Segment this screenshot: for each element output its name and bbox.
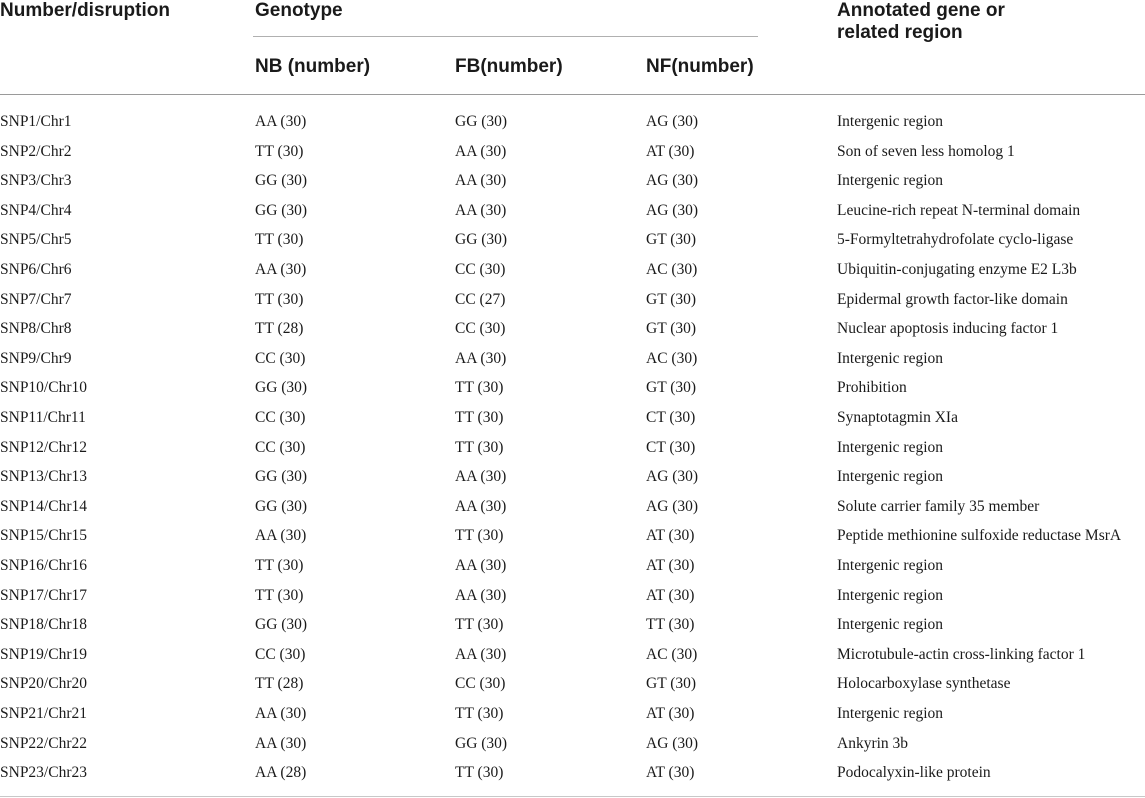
snp-id-cell: SNP23/Chr23 — [0, 764, 87, 782]
annotation-cell: Nuclear apoptosis inducing factor 1 — [837, 320, 1059, 338]
table-row — [0, 171, 1145, 201]
nf-genotype-cell: AG (30) — [646, 172, 699, 190]
fb-genotype-cell: AA (30) — [455, 586, 507, 604]
annotation-cell: Holocarboxylase synthetase — [837, 675, 1011, 693]
annotation-cell: Solute carrier family 35 member — [837, 497, 1040, 515]
annotation-cell: Prohibition — [837, 379, 907, 397]
header-annotated-gene-line1: Annotated gene or — [837, 0, 1005, 21]
nf-genotype-cell: GT (30) — [646, 320, 697, 338]
nf-genotype-cell: AG (30) — [646, 497, 699, 515]
fb-genotype-cell: CC (30) — [455, 320, 506, 338]
snp-id-cell: SNP15/Chr15 — [0, 527, 87, 545]
fb-genotype-cell: TT (30) — [455, 705, 504, 722]
annotation-cell: Intergenic region — [837, 349, 944, 367]
annotation-cell: Intergenic region — [837, 438, 944, 456]
fb-genotype-cell: GG (30) — [455, 231, 508, 249]
annotation-cell: Microtubule-actin cross-linking factor 1 — [837, 645, 1086, 663]
snp-id-cell: SNP3/Chr3 — [0, 172, 72, 190]
fb-genotype-cell: AA (30) — [455, 645, 507, 663]
snp-id-cell: SNP10/Chr10 — [0, 379, 87, 397]
nb-genotype-cell: TT (30) — [255, 231, 304, 249]
nf-genotype-cell: GT (30) — [646, 675, 697, 693]
nf-genotype-cell: AT (30) — [646, 764, 695, 782]
nf-genotype-cell: GT (30) — [646, 379, 697, 397]
table-row — [0, 349, 1145, 379]
nf-genotype-cell: AG (30) — [646, 201, 699, 219]
snp-id-cell: SNP13/Chr13 — [0, 468, 87, 486]
nb-genotype-cell: TT (30) — [255, 142, 304, 160]
table-row — [0, 586, 1145, 616]
nb-genotype-cell: AA (30) — [255, 261, 307, 278]
nf-genotype-cell: AG (30) — [646, 113, 699, 130]
fb-genotype-cell: GG (30) — [455, 113, 508, 130]
table-row — [0, 497, 1145, 527]
nf-genotype-cell: AC (30) — [646, 349, 698, 367]
snp-id-cell: SNP16/Chr16 — [0, 557, 87, 574]
fb-genotype-cell: AA (30) — [455, 172, 507, 190]
fb-genotype-cell: CC (27) — [455, 290, 506, 308]
snp-id-cell: SNP4/Chr4 — [0, 201, 72, 219]
nf-genotype-cell: CT (30) — [646, 409, 696, 426]
annotation-cell: 5-Formyltetrahydrofolate cyclo-ligase — [837, 231, 1074, 249]
snp-id-cell: SNP19/Chr19 — [0, 645, 87, 663]
annotation-cell: Intergenic region — [837, 468, 944, 486]
nb-genotype-cell: TT (30) — [255, 290, 304, 308]
header-bottom-rule — [0, 94, 1145, 95]
table-row — [0, 674, 1145, 704]
annotation-cell: Intergenic region — [837, 616, 944, 634]
annotation-cell: Epidermal growth factor-like domain — [837, 290, 1068, 308]
nb-genotype-cell: CC (30) — [255, 349, 306, 367]
nf-genotype-cell: AT (30) — [646, 527, 695, 545]
annotation-cell: Intergenic region — [837, 113, 944, 130]
fb-genotype-cell: TT (30) — [455, 764, 504, 782]
nb-genotype-cell: CC (30) — [255, 438, 306, 456]
nf-genotype-cell: GT (30) — [646, 290, 697, 308]
table-row — [0, 112, 1145, 142]
nf-genotype-cell: AC (30) — [646, 645, 698, 663]
nb-genotype-cell: CC (30) — [255, 645, 306, 663]
annotation-cell: Son of seven less homolog 1 — [837, 142, 1015, 160]
snp-id-cell: SNP18/Chr18 — [0, 616, 87, 634]
nb-genotype-cell: AA (30) — [255, 705, 307, 722]
snp-id-cell: SNP12/Chr12 — [0, 438, 87, 456]
nf-genotype-cell: AT (30) — [646, 705, 695, 722]
fb-genotype-cell: TT (30) — [455, 527, 504, 545]
nf-genotype-cell: TT (30) — [646, 616, 695, 634]
table-row — [0, 467, 1145, 497]
fb-genotype-cell: TT (30) — [455, 616, 504, 634]
fb-genotype-cell: TT (30) — [455, 438, 504, 456]
snp-id-cell: SNP14/Chr14 — [0, 497, 87, 515]
nf-genotype-cell: AT (30) — [646, 586, 695, 604]
fb-genotype-cell: AA (30) — [455, 468, 507, 486]
annotation-cell: Intergenic region — [837, 586, 944, 604]
header-genotype: Genotype — [255, 0, 343, 21]
fb-genotype-cell: AA (30) — [455, 142, 507, 160]
nb-genotype-cell: GG (30) — [255, 616, 308, 634]
nf-genotype-cell: AT (30) — [646, 557, 695, 574]
fb-genotype-cell: CC (30) — [455, 261, 506, 278]
nb-genotype-cell: GG (30) — [255, 497, 308, 515]
table-row — [0, 704, 1145, 734]
genotype-span-rule — [253, 36, 758, 37]
fb-genotype-cell: AA (30) — [455, 557, 507, 574]
annotation-cell: Peptide methionine sulfoxide reductase MsrA — [837, 527, 1122, 545]
table-row — [0, 763, 1145, 793]
nf-genotype-cell: CT (30) — [646, 438, 696, 456]
annotation-cell: Intergenic region — [837, 172, 944, 190]
annotation-cell: Intergenic region — [837, 705, 944, 722]
nb-genotype-cell: AA (30) — [255, 734, 307, 752]
nb-genotype-cell: GG (30) — [255, 468, 308, 486]
table-row — [0, 408, 1145, 438]
annotation-cell: Leucine-rich repeat N-terminal domain — [837, 201, 1081, 219]
snp-id-cell: SNP11/Chr11 — [0, 409, 86, 426]
annotation-cell: Synaptotagmin XIa — [837, 409, 958, 426]
snp-id-cell: SNP6/Chr6 — [0, 261, 72, 278]
nb-genotype-cell: GG (30) — [255, 201, 308, 219]
table-row — [0, 260, 1145, 290]
nb-genotype-cell: TT (28) — [255, 675, 304, 693]
table-bottom-rule — [0, 796, 1145, 797]
table-row — [0, 556, 1145, 586]
fb-genotype-cell: AA (30) — [455, 201, 507, 219]
nb-genotype-cell: AA (28) — [255, 764, 307, 782]
snp-id-cell: SNP20/Chr20 — [0, 675, 87, 693]
header-nb: NB (number) — [255, 56, 371, 77]
annotation-cell: Ankyrin 3b — [837, 734, 909, 752]
nb-genotype-cell: AA (30) — [255, 527, 307, 545]
nb-genotype-cell: GG (30) — [255, 172, 308, 190]
nb-genotype-cell: AA (30) — [255, 113, 307, 130]
table-row — [0, 290, 1145, 320]
table-row — [0, 230, 1145, 260]
fb-genotype-cell: AA (30) — [455, 349, 507, 367]
annotation-cell: Intergenic region — [837, 557, 944, 574]
snp-id-cell: SNP22/Chr22 — [0, 734, 87, 752]
fb-genotype-cell: CC (30) — [455, 675, 506, 693]
table-row — [0, 378, 1145, 408]
fb-genotype-cell: TT (30) — [455, 379, 504, 397]
table-row — [0, 438, 1145, 468]
header-fb: FB(number) — [455, 56, 563, 77]
fb-genotype-cell: GG (30) — [455, 734, 508, 752]
annotation-cell: Ubiquitin-conjugating enzyme E2 L3b — [837, 261, 1077, 278]
snp-id-cell: SNP21/Chr21 — [0, 705, 87, 722]
nf-genotype-cell: AC (30) — [646, 261, 698, 278]
header-nf: NF(number) — [646, 56, 754, 77]
table-row — [0, 319, 1145, 349]
nb-genotype-cell: TT (30) — [255, 586, 304, 604]
snp-id-cell: SNP8/Chr8 — [0, 320, 72, 338]
nf-genotype-cell: AT (30) — [646, 142, 695, 160]
snp-id-cell: SNP7/Chr7 — [0, 290, 72, 308]
fb-genotype-cell: AA (30) — [455, 497, 507, 515]
snp-id-cell: SNP5/Chr5 — [0, 231, 72, 249]
nb-genotype-cell: GG (30) — [255, 379, 308, 397]
header-number-disruption: Number/disruption — [0, 0, 170, 21]
table-row — [0, 201, 1145, 231]
table-row — [0, 526, 1145, 556]
table-row — [0, 645, 1145, 675]
snp-id-cell: SNP17/Chr17 — [0, 586, 87, 604]
annotation-cell: Podocalyxin-like protein — [837, 764, 991, 782]
header-annotated-gene-line2: related region — [837, 22, 963, 43]
fb-genotype-cell: TT (30) — [455, 409, 504, 426]
nf-genotype-cell: AG (30) — [646, 734, 699, 752]
table-row — [0, 615, 1145, 645]
snp-id-cell: SNP1/Chr1 — [0, 113, 72, 130]
nb-genotype-cell: TT (30) — [255, 557, 304, 574]
table-row — [0, 142, 1145, 172]
snp-id-cell: SNP2/Chr2 — [0, 142, 72, 160]
nf-genotype-cell: AG (30) — [646, 468, 699, 486]
nf-genotype-cell: GT (30) — [646, 231, 697, 249]
snp-id-cell: SNP9/Chr9 — [0, 349, 72, 367]
nb-genotype-cell: CC (30) — [255, 409, 306, 426]
table-row — [0, 734, 1145, 764]
nb-genotype-cell: TT (28) — [255, 320, 304, 338]
